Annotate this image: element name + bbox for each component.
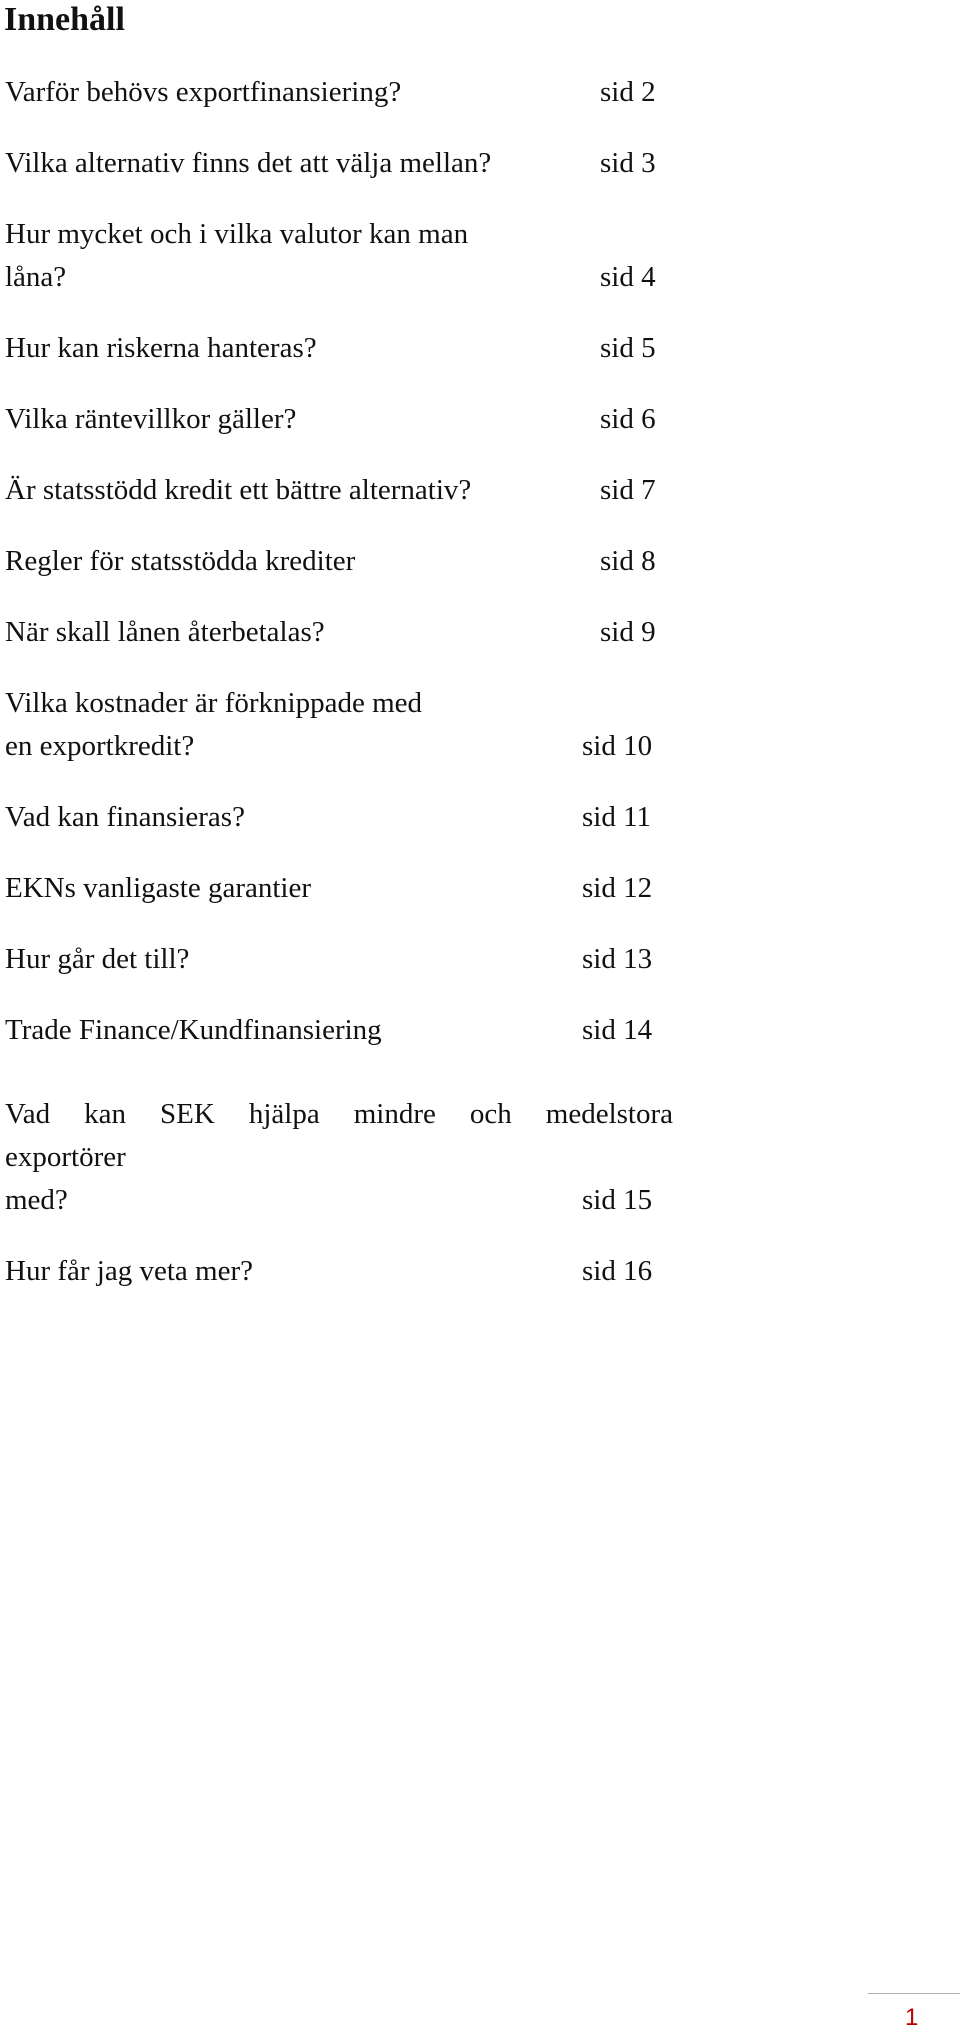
toc-entry-page[interactable]: sid 8: [600, 545, 656, 577]
toc-entry-title-continued[interactable]: en exportkredit?: [5, 730, 195, 762]
toc-entry-title[interactable]: Trade Finance/Kundfinansiering: [5, 1014, 382, 1046]
toc-entry-title[interactable]: Vilka kostnader är förknippade med: [5, 687, 423, 719]
toc-entry-title[interactable]: Hur får jag veta mer?: [5, 1255, 253, 1287]
toc-entry-page[interactable]: sid 5: [600, 332, 656, 364]
footer-divider: [868, 1993, 960, 1994]
toc-entry-page[interactable]: sid 4: [600, 261, 656, 293]
toc-entry-title[interactable]: Regler för statsstödda krediter: [5, 545, 356, 577]
toc-entry-title[interactable]: Hur går det till?: [5, 943, 190, 975]
toc-entry-title[interactable]: När skall lånen återbetalas?: [5, 616, 325, 648]
toc-entry-title[interactable]: Är statsstödd kredit ett bättre alternativ?: [5, 474, 472, 506]
page-number: 1: [905, 2004, 919, 2031]
toc-entry-page[interactable]: sid 3: [600, 147, 656, 179]
toc-entry-page[interactable]: sid 16: [582, 1255, 653, 1287]
toc-entry-title[interactable]: Vad kan SEK hjälpa mindre och medelstora: [5, 1098, 673, 1130]
toc-entry-page[interactable]: sid 13: [582, 943, 653, 975]
toc-entry-page[interactable]: sid 2: [600, 76, 656, 108]
toc-entry-page[interactable]: sid 15: [582, 1184, 653, 1216]
toc-entry-title[interactable]: EKNs vanligaste garantier: [5, 872, 312, 904]
toc-heading: Innehåll: [4, 1, 125, 38]
toc-entry-title[interactable]: Varför behövs exportfinansiering?: [5, 76, 402, 108]
toc-entry-title[interactable]: Hur kan riskerna hanteras?: [5, 332, 317, 364]
toc-entry-page[interactable]: sid 14: [582, 1014, 653, 1046]
toc-entry-title[interactable]: Vilka räntevillkor gäller?: [5, 403, 297, 435]
toc-entry-title-continued[interactable]: exportörer: [5, 1141, 126, 1173]
toc-entry-page[interactable]: sid 7: [600, 474, 656, 506]
toc-entry-title-continued[interactable]: låna?: [5, 261, 67, 293]
toc-entry-page[interactable]: sid 9: [600, 616, 656, 648]
toc-entry-page[interactable]: sid 6: [600, 403, 656, 435]
toc-entry-page[interactable]: sid 11: [582, 801, 652, 833]
toc-entry-title[interactable]: Vilka alternativ finns det att välja mellan?: [5, 147, 492, 179]
toc-entry-title-continued[interactable]: med?: [5, 1184, 68, 1216]
toc-entry-title[interactable]: Vad kan finansieras?: [5, 801, 245, 833]
toc-entry-title[interactable]: Hur mycket och i vilka valutor kan man: [5, 218, 469, 250]
toc-entry-page[interactable]: sid 10: [582, 730, 653, 762]
toc-entry-page[interactable]: sid 12: [582, 872, 653, 904]
